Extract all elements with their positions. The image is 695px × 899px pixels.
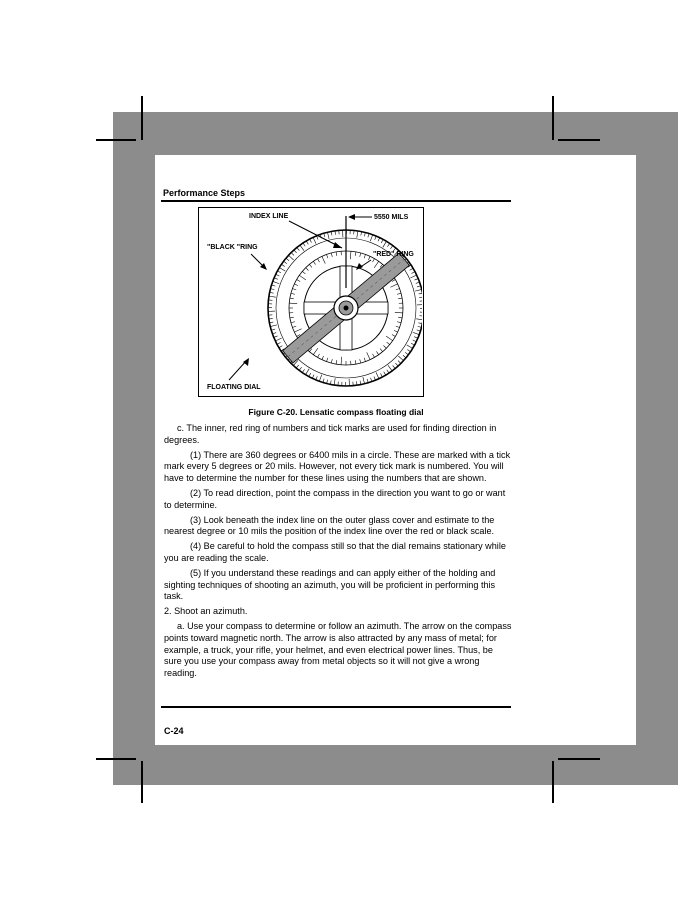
dial-tick — [277, 271, 281, 273]
dial-tick — [299, 367, 301, 370]
dial-tick — [364, 254, 365, 258]
dial-tick — [367, 352, 370, 359]
dial-tick — [397, 293, 401, 294]
dial-tick — [397, 322, 401, 323]
dial-tick — [398, 298, 402, 299]
dial-tick — [419, 293, 422, 294]
dial-tick — [316, 376, 318, 380]
dial-tick — [386, 336, 393, 341]
dial-tick — [378, 238, 380, 242]
dial-tick — [277, 343, 281, 345]
dial-tick — [290, 317, 294, 318]
figure-caption: Figure C-20. Lensatic compass floating dial — [248, 407, 424, 417]
dial-tick — [419, 297, 422, 298]
header-rule — [161, 200, 511, 202]
dial-tick — [368, 256, 370, 260]
dial-tick — [270, 325, 277, 327]
dial-tick — [336, 252, 337, 256]
compass-figure — [198, 207, 424, 397]
dial-tick — [360, 359, 361, 363]
paragraph-c1: (1) There are 360 degrees or 6400 mils in a circle. These are marked with a tick mark every 5 degrees or 20 mils. However, not every tick mark is numbered. You will have to determine the number for these lines using the numbers that are shown. — [164, 449, 511, 483]
paragraph-c4: (4) Be careful to hold the compass still so that the dial remains stationary while you are reading the scale. — [164, 541, 506, 563]
dial-tick — [395, 312, 403, 313]
dial-tick — [269, 296, 276, 297]
dial-tick — [414, 337, 418, 339]
dial-tick — [300, 245, 304, 251]
dial-tick — [392, 335, 395, 337]
document-page — [155, 155, 636, 745]
dial-tick — [292, 289, 296, 290]
dial-tick — [288, 255, 293, 260]
dial-tick — [407, 349, 410, 351]
dial-tick — [336, 360, 337, 364]
dial-tick — [284, 261, 287, 263]
dial-tick — [395, 363, 398, 366]
dial-tick — [396, 289, 400, 290]
dial-tick — [398, 317, 402, 318]
dial-tick — [296, 365, 299, 368]
dial-tick — [319, 375, 321, 382]
dial-tick — [350, 251, 351, 259]
dial-tick — [294, 250, 297, 253]
dial-tick — [313, 348, 318, 355]
dial-tick — [419, 323, 423, 324]
footer-rule — [161, 706, 511, 708]
dial-tick — [289, 303, 297, 304]
dial-tick — [375, 236, 377, 240]
crop-mark — [96, 758, 136, 760]
dial-tick — [327, 358, 328, 362]
dial-tick — [363, 377, 365, 384]
dial-tick — [334, 378, 335, 385]
dial-tick — [303, 243, 305, 246]
dial-tick — [390, 246, 392, 249]
dial-tick — [279, 346, 282, 348]
dial-tick — [373, 354, 375, 357]
dial-tick — [415, 289, 422, 291]
dial-tick — [318, 259, 320, 262]
dial-tick — [331, 359, 332, 363]
dial-tick — [410, 275, 416, 278]
mils-label: 5550 MILS — [374, 214, 409, 221]
dial-tick — [384, 372, 386, 375]
dial-tick — [398, 361, 401, 364]
dial-tick — [322, 256, 325, 263]
paragraph-c2: (2) To read direction, point the compass in the direction you want to go or want to determine. — [164, 487, 506, 510]
dial-tick — [309, 373, 311, 377]
dial-tick — [374, 261, 379, 268]
dial-tick — [291, 322, 295, 323]
dial-tick — [393, 365, 396, 368]
paragraph-c: c. The inner, red ring of numbers and tick marks are used for finding direction in degrees. — [164, 423, 497, 445]
dial-tick — [294, 284, 298, 286]
dial-tick — [387, 243, 389, 246]
dial-tick — [313, 237, 316, 243]
dial-tick — [376, 351, 378, 354]
crop-mark — [141, 96, 143, 140]
dial-tick — [413, 340, 417, 342]
dial-tick — [383, 241, 387, 247]
dial-tick — [390, 284, 397, 287]
dial-tick — [281, 264, 284, 266]
body-text — [164, 423, 512, 683]
dial-tick — [306, 241, 308, 244]
paragraph-c5: (5) If you understand these readings and can apply either of the holding and sighting techniques of shooting an azimuth, you will be proficient in performing this task. — [164, 568, 496, 602]
dial-tick — [302, 369, 304, 372]
section-header: Performance Steps — [163, 188, 246, 198]
dial-tick — [275, 338, 281, 341]
dial-tick — [327, 254, 328, 258]
dial-tick — [306, 268, 309, 271]
dial-tick — [297, 247, 300, 250]
dial-tick — [360, 253, 361, 257]
dial-tick — [291, 293, 295, 294]
paragraph-c3: (3) Look beneath the index line on the outer glass cover and estimate to the nearest degree or 10 mils the position of the index line over the red or black scale. — [164, 514, 495, 537]
crop-mark — [552, 761, 554, 803]
dial-tick — [309, 264, 312, 267]
dial-tick — [413, 332, 420, 334]
crop-mark — [552, 96, 554, 140]
compass-dial-illustration — [199, 208, 422, 395]
dial-tick — [294, 329, 301, 332]
dial-tick — [341, 357, 342, 365]
dial-tick — [327, 232, 329, 239]
dial-tick — [381, 239, 383, 243]
dial-tick — [310, 239, 312, 243]
dial-tick — [416, 319, 422, 320]
dial-tick — [313, 261, 315, 264]
dial-tick — [410, 268, 413, 270]
step-2-heading: 2. Shoot an azimuth. — [164, 606, 248, 617]
dial-tick — [383, 345, 386, 348]
dial-tick — [290, 298, 294, 299]
dial-tick — [297, 280, 300, 282]
black-ring-label: "BLACK "RING — [207, 244, 258, 251]
dial-tick — [394, 330, 398, 332]
crop-mark — [141, 761, 143, 803]
dial-tick — [286, 258, 289, 261]
dial-tick — [376, 372, 379, 378]
dial-tick — [312, 375, 314, 379]
dial-tick — [403, 355, 406, 358]
dial-tick — [381, 373, 383, 377]
dial-tick — [396, 326, 400, 327]
dial-tick — [411, 272, 415, 274]
floating-dial-label: FLOATING DIAL — [207, 384, 261, 391]
dial-tick — [306, 369, 310, 375]
dial-tick — [322, 356, 324, 360]
dial-tick — [291, 253, 294, 256]
dial-tick — [302, 271, 305, 274]
dial-tick — [407, 345, 413, 349]
page-number: C-24 — [164, 726, 184, 736]
crop-mark — [558, 139, 600, 141]
red-ring-label: "RED" RING — [373, 251, 414, 258]
dial-tick — [398, 356, 403, 361]
dial-tick — [276, 274, 280, 276]
dial-tick — [273, 281, 280, 283]
dial-tick — [279, 268, 285, 272]
crop-mark — [96, 139, 136, 141]
dial-tick — [299, 275, 306, 280]
dial-tick — [274, 278, 278, 280]
dial-tick — [380, 349, 383, 352]
index-line-label: INDEX LINE — [249, 213, 289, 220]
dial-tick — [387, 370, 389, 373]
dial-tick — [411, 343, 415, 345]
dial-tick — [387, 342, 390, 345]
dial-tick — [373, 259, 375, 262]
dial-tick — [370, 235, 372, 242]
dial-tick — [318, 354, 320, 357]
paragraph-a: a. Use your compass to determine or follow an azimuth. The arrow on the compass points toward magnetic north. The arrow is also attracted by any mass of metal; for example, a truck, your rifle, your helmet, and even electrical power lines. Thus, be sure you use your compass away from metal objects so it will not give a wrong reading. — [164, 621, 512, 678]
dial-tick — [388, 365, 392, 371]
dial-tick — [355, 360, 356, 364]
crop-mark — [558, 758, 600, 760]
dial-tick — [364, 358, 365, 362]
dial-tick — [355, 252, 356, 256]
dial-tick — [405, 352, 408, 354]
dial-tick — [292, 326, 296, 327]
dial-tick — [331, 253, 332, 257]
dial-tick — [357, 231, 358, 238]
